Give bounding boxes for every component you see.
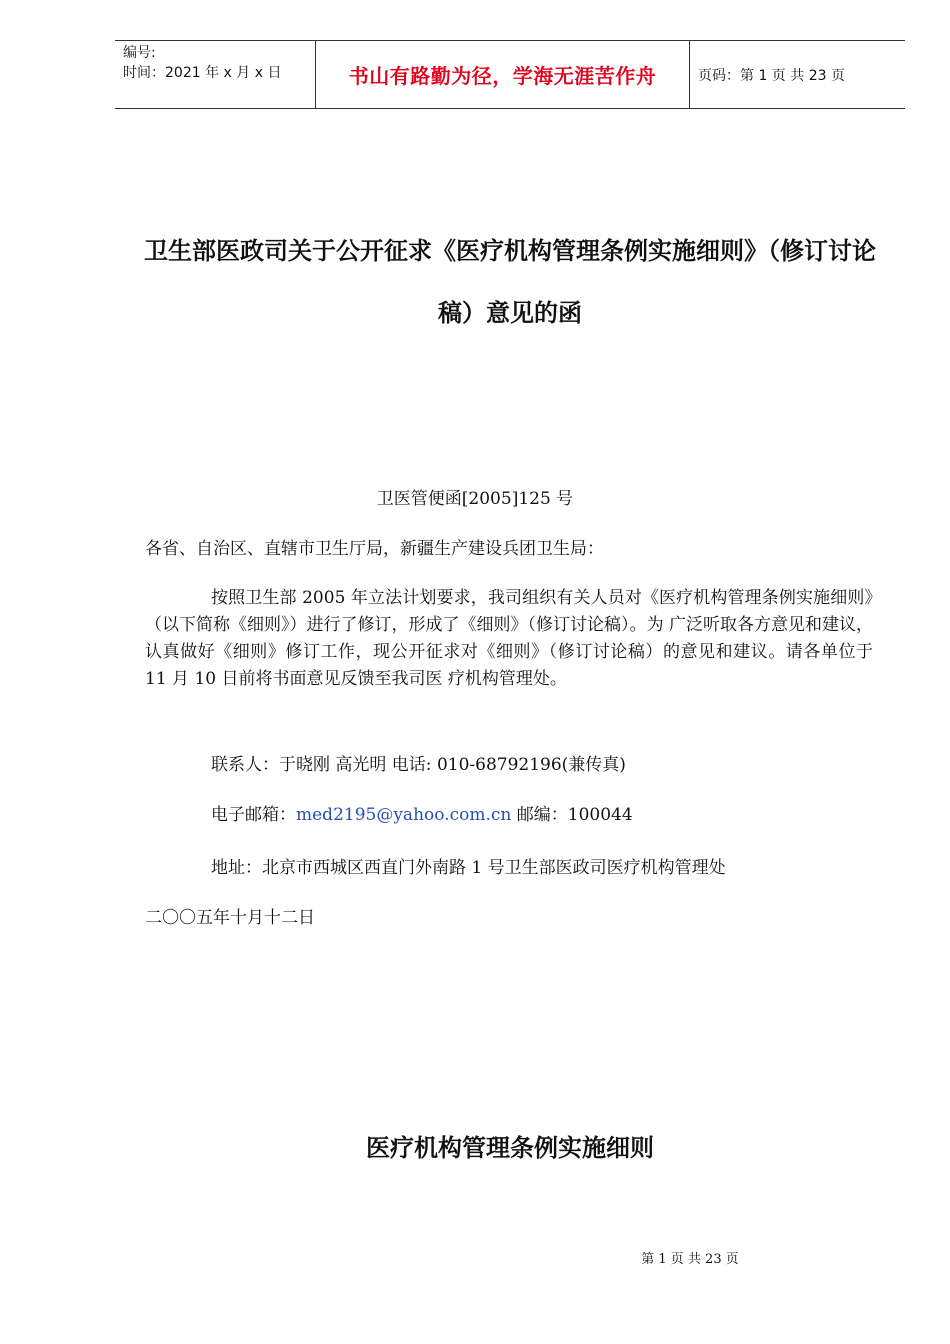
page-footer: 第 1 页 共 23 页: [641, 1252, 739, 1267]
document-date: 二〇〇五年十月十二日: [145, 908, 315, 928]
address-line: 地址：北京市西城区西直门外南路 1 号卫生部医政司医疗机构管理处: [211, 858, 726, 878]
addressee: 各省、自治区、直辖市卫生厅局，新疆生产建设兵团卫生局：: [145, 539, 604, 559]
document-number: 卫医管便函[2005]125 号: [376, 489, 574, 509]
document-title: 卫生部医政司关于公开征求《医疗机构管理条例实施细则》（修订讨论稿）意见的函: [144, 236, 876, 327]
header-motto: 书山有路勤为径，学海无涯苦作舟: [316, 41, 690, 108]
page-header: [115, 40, 905, 109]
header-page-label: 页码：第 1 页 共 23 页: [698, 67, 845, 84]
body-paragraph: 按照卫生部 2005 年立法计划要求，我司组织有关人员对《医疗机构管理条例实施细则》（以下简称《细则》）进行了修订，形成了《细则》（修订讨论稿）。为 广泛听取各方意见和建议，认真做好《细则》修订工作，现公开征求对《细则》（修订讨论稿）的意见和建议。请各单位于 11 月 10 日前将书面意见反馈至我司医 疗机构管理处。: [145, 588, 873, 689]
time-label: 时间：2021 年 x 月 x 日: [123, 65, 282, 81]
serial-label: 编号:: [123, 45, 156, 61]
email-label: 电子邮箱：: [211, 805, 296, 825]
header-meta: [115, 41, 316, 108]
section-title: 医疗机构管理条例实施细则: [366, 1133, 654, 1162]
postcode: 邮编：100044: [511, 805, 633, 825]
contact-line: 联系人：于晓刚 高光明 电话: 010-68792196(兼传真): [211, 755, 626, 775]
email-line: [211, 802, 633, 829]
email-link[interactable]: med2195@yahoo.com.cn: [296, 805, 512, 825]
